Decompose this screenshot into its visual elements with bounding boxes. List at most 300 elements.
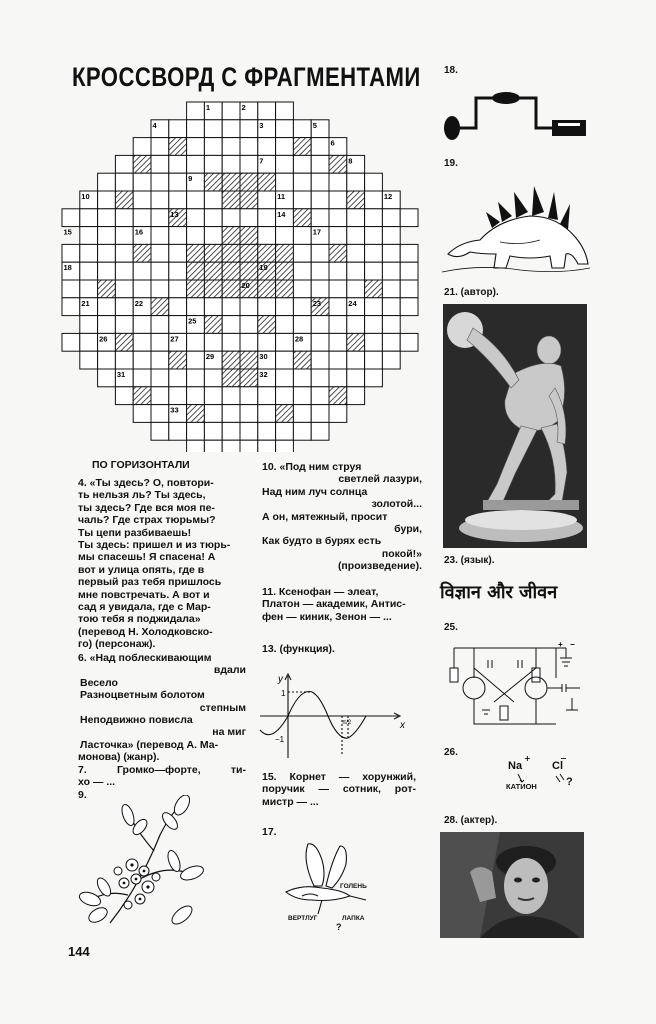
grid-number: 20 xyxy=(241,281,250,290)
grid-cell xyxy=(293,120,311,138)
grid-cell xyxy=(98,209,116,227)
grid-cell xyxy=(187,333,205,351)
grid-cell xyxy=(276,138,294,156)
grid-cell xyxy=(151,387,169,405)
clue-4-line: Ты здесь: пришел и из тюрь- xyxy=(78,539,231,552)
grid-cell-shaded xyxy=(240,191,258,209)
grid-cell xyxy=(62,209,80,227)
grid-cell xyxy=(222,102,240,120)
grid-number: 23 xyxy=(312,298,322,308)
clue-6-line: степным xyxy=(199,701,246,714)
grid-cell xyxy=(169,369,187,387)
grid-cell xyxy=(151,138,169,156)
grid-cell xyxy=(311,173,329,191)
clue-6-line: Весело xyxy=(80,676,118,689)
grid-cell xyxy=(187,351,205,369)
grid-cell-shaded xyxy=(240,244,258,262)
grid-cell-shaded xyxy=(329,387,347,405)
clue-4-line: Ты цепи разбиваешь! xyxy=(78,526,192,539)
page-title: КРОССВОРД С ФРАГМЕНТАМИ xyxy=(72,62,421,92)
crossword-grid xyxy=(60,100,420,452)
grid-cell-shaded xyxy=(222,227,240,245)
clue-10 xyxy=(262,461,422,573)
clue-4 xyxy=(78,477,246,651)
grid-cell xyxy=(365,191,383,209)
grid-number: 24 xyxy=(348,298,357,308)
grid-cell xyxy=(204,120,222,138)
grid-cell-shaded xyxy=(240,351,258,369)
grid-cell-shaded xyxy=(276,280,294,298)
grid-number: 26 xyxy=(99,334,108,344)
clue-10-line: (произведение). xyxy=(337,560,422,573)
grid-cell xyxy=(329,333,347,351)
grid-cell xyxy=(400,209,418,227)
grid-cell xyxy=(133,333,151,351)
grid-cell-shaded xyxy=(240,262,258,280)
grid-cell xyxy=(347,173,365,191)
grid-cell xyxy=(365,333,383,351)
grid-cell xyxy=(151,173,169,191)
clue-11-line: фен — киник, Зенон — ... xyxy=(262,610,392,623)
grid-cell-shaded xyxy=(276,244,294,262)
grid-cell xyxy=(258,333,276,351)
grid-cell xyxy=(151,351,169,369)
grid-cell xyxy=(276,102,294,120)
grid-cell xyxy=(329,316,347,334)
grid-cell xyxy=(98,316,116,334)
grid-cell xyxy=(365,316,383,334)
grid-cell xyxy=(311,155,329,173)
clue-10-line: светлей лазури, xyxy=(338,473,422,486)
grid-cell xyxy=(382,244,400,262)
grid-cell xyxy=(151,191,169,209)
grid-cell xyxy=(133,369,151,387)
grid-cell xyxy=(365,262,383,280)
grid-cell xyxy=(400,244,418,262)
grid-cell xyxy=(204,227,222,245)
grid-cell xyxy=(222,387,240,405)
grid-cell xyxy=(222,316,240,334)
grid-cell xyxy=(98,227,116,245)
grid-cell xyxy=(293,405,311,423)
grid-cell xyxy=(62,244,80,262)
grid-cell xyxy=(80,262,98,280)
grid-cell xyxy=(329,227,347,245)
grid-number: 2 xyxy=(241,103,246,112)
grid-cell xyxy=(293,262,311,280)
clue-6-line: Разноцветным болотом xyxy=(80,689,205,702)
grid-cell xyxy=(98,369,116,387)
grid-cell xyxy=(98,351,116,369)
grid-cell xyxy=(151,280,169,298)
grid-cell xyxy=(115,262,133,280)
grid-cell xyxy=(204,155,222,173)
grid-cell xyxy=(382,298,400,316)
clue-11 xyxy=(262,586,422,623)
grid-cell xyxy=(276,298,294,316)
grid-cell-shaded xyxy=(169,351,187,369)
clue-6 xyxy=(78,652,246,764)
grid-cell xyxy=(240,422,258,440)
grid-cell xyxy=(240,120,258,138)
grid-cell xyxy=(115,244,133,262)
grid-cell xyxy=(98,298,116,316)
grid-cell xyxy=(293,316,311,334)
clue-13: 13. (функция). xyxy=(262,643,335,655)
grid-cell xyxy=(169,262,187,280)
grid-cell-shaded xyxy=(133,155,151,173)
grid-cell-shaded xyxy=(222,262,240,280)
grid-cell xyxy=(187,155,205,173)
grid-cell xyxy=(311,280,329,298)
clue-4-line: ть нельзя ль? Ты здесь, xyxy=(78,489,206,502)
page-number: 144 xyxy=(68,944,90,959)
grid-cell xyxy=(347,209,365,227)
grid-number: 10 xyxy=(81,192,90,201)
grid-cell xyxy=(382,351,400,369)
grid-cell xyxy=(258,191,276,209)
grid-cell xyxy=(222,155,240,173)
grid-cell xyxy=(151,316,169,334)
grid-cell xyxy=(80,209,98,227)
fig17-paw-label: ЛАПКА xyxy=(342,915,365,922)
grid-cell xyxy=(222,333,240,351)
clue-10-line: бури, xyxy=(394,523,422,536)
grid-cell-shaded xyxy=(222,191,240,209)
fig25-label: 25. xyxy=(444,622,458,633)
grid-number: 30 xyxy=(259,352,268,362)
grid-cell xyxy=(151,333,169,351)
grid-cell xyxy=(187,138,205,156)
grid-cell xyxy=(240,387,258,405)
clue-4-line: сад я увидала, где с Мар- xyxy=(78,601,211,614)
grid-cell xyxy=(382,209,400,227)
grid-cell xyxy=(169,422,187,440)
grid-number: 32 xyxy=(259,370,268,379)
grid-cell-shaded xyxy=(258,316,276,334)
grid-cell xyxy=(293,387,311,405)
clue-17-number: 17. xyxy=(262,826,277,838)
grid-cell xyxy=(276,351,294,369)
grid-cell xyxy=(169,298,187,316)
grid-cell xyxy=(98,191,116,209)
grid-cell-shaded xyxy=(347,191,365,209)
brace-drill-image xyxy=(440,80,590,146)
clue-15-line: мистр — ... xyxy=(262,795,319,808)
grid-cell xyxy=(382,280,400,298)
fig19-label: 19. xyxy=(444,158,458,169)
grid-cell-shaded xyxy=(115,333,133,351)
grid-cell xyxy=(187,191,205,209)
grid-cell xyxy=(133,351,151,369)
grid-cell xyxy=(382,316,400,334)
grid-cell xyxy=(311,138,329,156)
grid-cell xyxy=(329,209,347,227)
grid-number: 6 xyxy=(330,138,335,148)
grid-cell-shaded xyxy=(293,138,311,156)
fig17-question-label: ? xyxy=(336,922,342,930)
clue-6-line: вдали xyxy=(213,664,246,677)
grid-number: 3 xyxy=(259,120,264,130)
clue-15-line: поручик — сотник, рот- xyxy=(262,783,416,796)
grid-cell xyxy=(293,155,311,173)
grid-cell xyxy=(276,173,294,191)
ion-question-mark: ? xyxy=(566,776,573,788)
grid-cell xyxy=(151,262,169,280)
grid-number: 29 xyxy=(205,352,215,362)
graph-pi-label: π/2 xyxy=(342,720,352,726)
grid-cell xyxy=(258,387,276,405)
grid-cell xyxy=(240,209,258,227)
grid-cell-shaded xyxy=(204,316,222,334)
grid-cell xyxy=(115,155,133,173)
grid-cell xyxy=(329,369,347,387)
grid-cell xyxy=(98,262,116,280)
chlorine-minus-sign: − xyxy=(560,754,567,763)
grid-cell xyxy=(80,351,98,369)
grid-cell-shaded xyxy=(187,280,205,298)
grid-cell xyxy=(169,316,187,334)
grid-cell xyxy=(347,280,365,298)
grid-cell xyxy=(400,298,418,316)
svg-text:−: − xyxy=(570,640,575,649)
grid-cell xyxy=(329,351,347,369)
grid-cell xyxy=(222,440,240,452)
grid-cell xyxy=(151,155,169,173)
grid-cell xyxy=(204,422,222,440)
grid-cell-shaded xyxy=(365,280,383,298)
grid-cell xyxy=(240,440,258,452)
grid-cell-shaded xyxy=(347,333,365,351)
grid-cell xyxy=(293,369,311,387)
stegosaurus-image xyxy=(440,176,590,276)
grid-cell xyxy=(133,173,151,191)
grid-number: 8 xyxy=(348,156,353,166)
grid-cell xyxy=(382,262,400,280)
graph-minus-one-label: −1 xyxy=(275,735,285,744)
grid-cell xyxy=(115,280,133,298)
fig21-label: 21. (автор). xyxy=(444,287,499,298)
grid-cell xyxy=(276,387,294,405)
grid-cell xyxy=(133,316,151,334)
grid-cell xyxy=(80,280,98,298)
ion-diagram xyxy=(468,754,588,800)
grid-cell-shaded xyxy=(204,262,222,280)
grid-number: 31 xyxy=(116,370,126,379)
grid-cell xyxy=(258,209,276,227)
grid-cell xyxy=(365,369,383,387)
grid-cell xyxy=(347,316,365,334)
grid-cell xyxy=(240,316,258,334)
grid-cell xyxy=(187,120,205,138)
grid-cell-shaded xyxy=(240,227,258,245)
clue-7-line: 7. Громко—форте, ти- xyxy=(78,764,246,776)
grid-cell xyxy=(115,298,133,316)
grid-cell xyxy=(311,387,329,405)
grid-cell-shaded xyxy=(293,351,311,369)
graph-x-label: x xyxy=(400,720,405,731)
grid-number: 27 xyxy=(170,334,179,344)
fig17-trochanter-label: ВЕРТЛУГ xyxy=(288,915,318,922)
clue-6-line: Ласточка» (перевод А. Ма- xyxy=(80,738,219,751)
grid-cell xyxy=(169,191,187,209)
grid-cell-shaded xyxy=(115,191,133,209)
grid-cell-shaded xyxy=(222,244,240,262)
grid-cell xyxy=(276,369,294,387)
grid-number: 4 xyxy=(152,120,157,130)
grid-number: 9 xyxy=(188,174,193,184)
grid-cell xyxy=(365,173,383,191)
grid-cell xyxy=(169,227,187,245)
grid-number: 11 xyxy=(277,192,286,201)
grid-cell xyxy=(258,405,276,423)
grid-cell xyxy=(382,227,400,245)
grid-cell xyxy=(133,209,151,227)
grid-cell xyxy=(347,351,365,369)
grid-cell xyxy=(222,298,240,316)
grid-cell xyxy=(240,155,258,173)
clue-4-line: вот и улица опять, где в xyxy=(78,563,205,576)
grid-cell xyxy=(329,173,347,191)
clue-6-line: 6. «Над поблескивающим xyxy=(78,652,212,664)
grid-cell xyxy=(115,227,133,245)
grid-cell xyxy=(187,102,205,120)
grid-cell-shaded xyxy=(222,173,240,191)
sine-graph xyxy=(258,670,408,760)
clue-7-line: хо — ... xyxy=(78,776,116,789)
grid-cell xyxy=(276,120,294,138)
grid-cell xyxy=(80,316,98,334)
grid-cell xyxy=(365,227,383,245)
grid-cell-shaded xyxy=(240,369,258,387)
grid-cell xyxy=(133,138,151,156)
grid-number: 21 xyxy=(81,298,90,308)
grid-cell xyxy=(80,244,98,262)
grid-cell xyxy=(293,244,311,262)
grid-cell xyxy=(98,173,116,191)
clue-10-line: Как будто в бурях есть xyxy=(262,535,382,548)
clue-6-line: Неподвижно повисла xyxy=(80,714,193,727)
clue-4-line: го) (персонаж). xyxy=(78,638,156,651)
clue-10-line: Над ним луч солнца xyxy=(262,485,368,498)
grid-number: 19 xyxy=(259,263,268,273)
grid-cell xyxy=(204,405,222,423)
grid-number: 1 xyxy=(205,103,211,112)
grid-cell-shaded xyxy=(222,369,240,387)
grid-cell xyxy=(169,173,187,191)
grid-cell xyxy=(276,316,294,334)
grid-cell xyxy=(204,440,222,452)
clue-15-line: 15. Корнет — хорунжий, xyxy=(262,771,416,783)
grid-cell xyxy=(400,262,418,280)
grid-cell xyxy=(293,191,311,209)
grid-cell xyxy=(329,405,347,423)
grid-cell xyxy=(240,333,258,351)
flowering-branch-image xyxy=(70,795,210,935)
grid-cell xyxy=(311,333,329,351)
grid-cell xyxy=(258,298,276,316)
grid-cell xyxy=(258,422,276,440)
grid-cell-shaded xyxy=(204,280,222,298)
grid-cell xyxy=(222,138,240,156)
grid-cell xyxy=(169,387,187,405)
grid-cell-shaded xyxy=(258,244,276,262)
grid-cell xyxy=(293,173,311,191)
grid-number: 25 xyxy=(188,316,197,326)
grid-cell xyxy=(365,351,383,369)
actor-photo xyxy=(440,832,584,938)
grid-number: 7 xyxy=(259,156,264,166)
grid-cell xyxy=(311,351,329,369)
grid-cell-shaded xyxy=(276,405,294,423)
fig26-label: 26. xyxy=(444,747,458,758)
grid-number: 28 xyxy=(294,334,304,344)
grid-cell xyxy=(151,209,169,227)
grid-cell xyxy=(311,262,329,280)
grid-cell xyxy=(133,262,151,280)
sodium-plus-sign: + xyxy=(524,754,531,763)
grid-cell-shaded xyxy=(329,244,347,262)
grid-cell xyxy=(204,209,222,227)
insect-leg-diagram xyxy=(282,840,402,930)
grid-number: 12 xyxy=(383,192,393,201)
clue-15 xyxy=(262,771,416,808)
grid-cell-shaded xyxy=(293,209,311,227)
grid-number: 5 xyxy=(312,120,317,130)
cation-label: КАТИОН xyxy=(506,782,537,791)
grid-cell xyxy=(151,422,169,440)
grid-cell-shaded xyxy=(98,280,116,298)
grid-number: 16 xyxy=(134,227,144,237)
grid-cell xyxy=(329,298,347,316)
chlorine-label: Cl xyxy=(552,760,563,772)
grid-cell xyxy=(293,227,311,245)
grid-number: 33 xyxy=(170,405,179,415)
grid-cell xyxy=(187,298,205,316)
grid-cell xyxy=(258,138,276,156)
grid-cell xyxy=(365,209,383,227)
grid-cell xyxy=(62,280,80,298)
grid-cell xyxy=(276,422,294,440)
grid-cell xyxy=(293,280,311,298)
grid-cell xyxy=(151,244,169,262)
clue-9-number: 9. xyxy=(78,788,87,801)
grid-cell xyxy=(258,440,276,452)
grid-cell xyxy=(400,333,418,351)
circuit-diagram xyxy=(444,638,586,738)
grid-cell xyxy=(187,387,205,405)
grid-cell xyxy=(115,316,133,334)
grid-cell-shaded xyxy=(187,405,205,423)
grid-cell xyxy=(62,298,80,316)
hindi-text: विज्ञान और जीवन xyxy=(440,582,558,603)
grid-cell xyxy=(151,227,169,245)
grid-cell xyxy=(347,262,365,280)
grid-cell xyxy=(240,298,258,316)
grid-cell xyxy=(187,209,205,227)
grid-cell xyxy=(276,227,294,245)
grid-number: 13 xyxy=(170,209,179,219)
grid-cell xyxy=(187,369,205,387)
grid-cell-shaded xyxy=(276,262,294,280)
grid-cell xyxy=(311,422,329,440)
grid-cell-shaded xyxy=(329,155,347,173)
grid-cell xyxy=(62,333,80,351)
grid-cell xyxy=(222,422,240,440)
grid-cell xyxy=(133,191,151,209)
grid-cell xyxy=(115,351,133,369)
grid-cell xyxy=(169,120,187,138)
